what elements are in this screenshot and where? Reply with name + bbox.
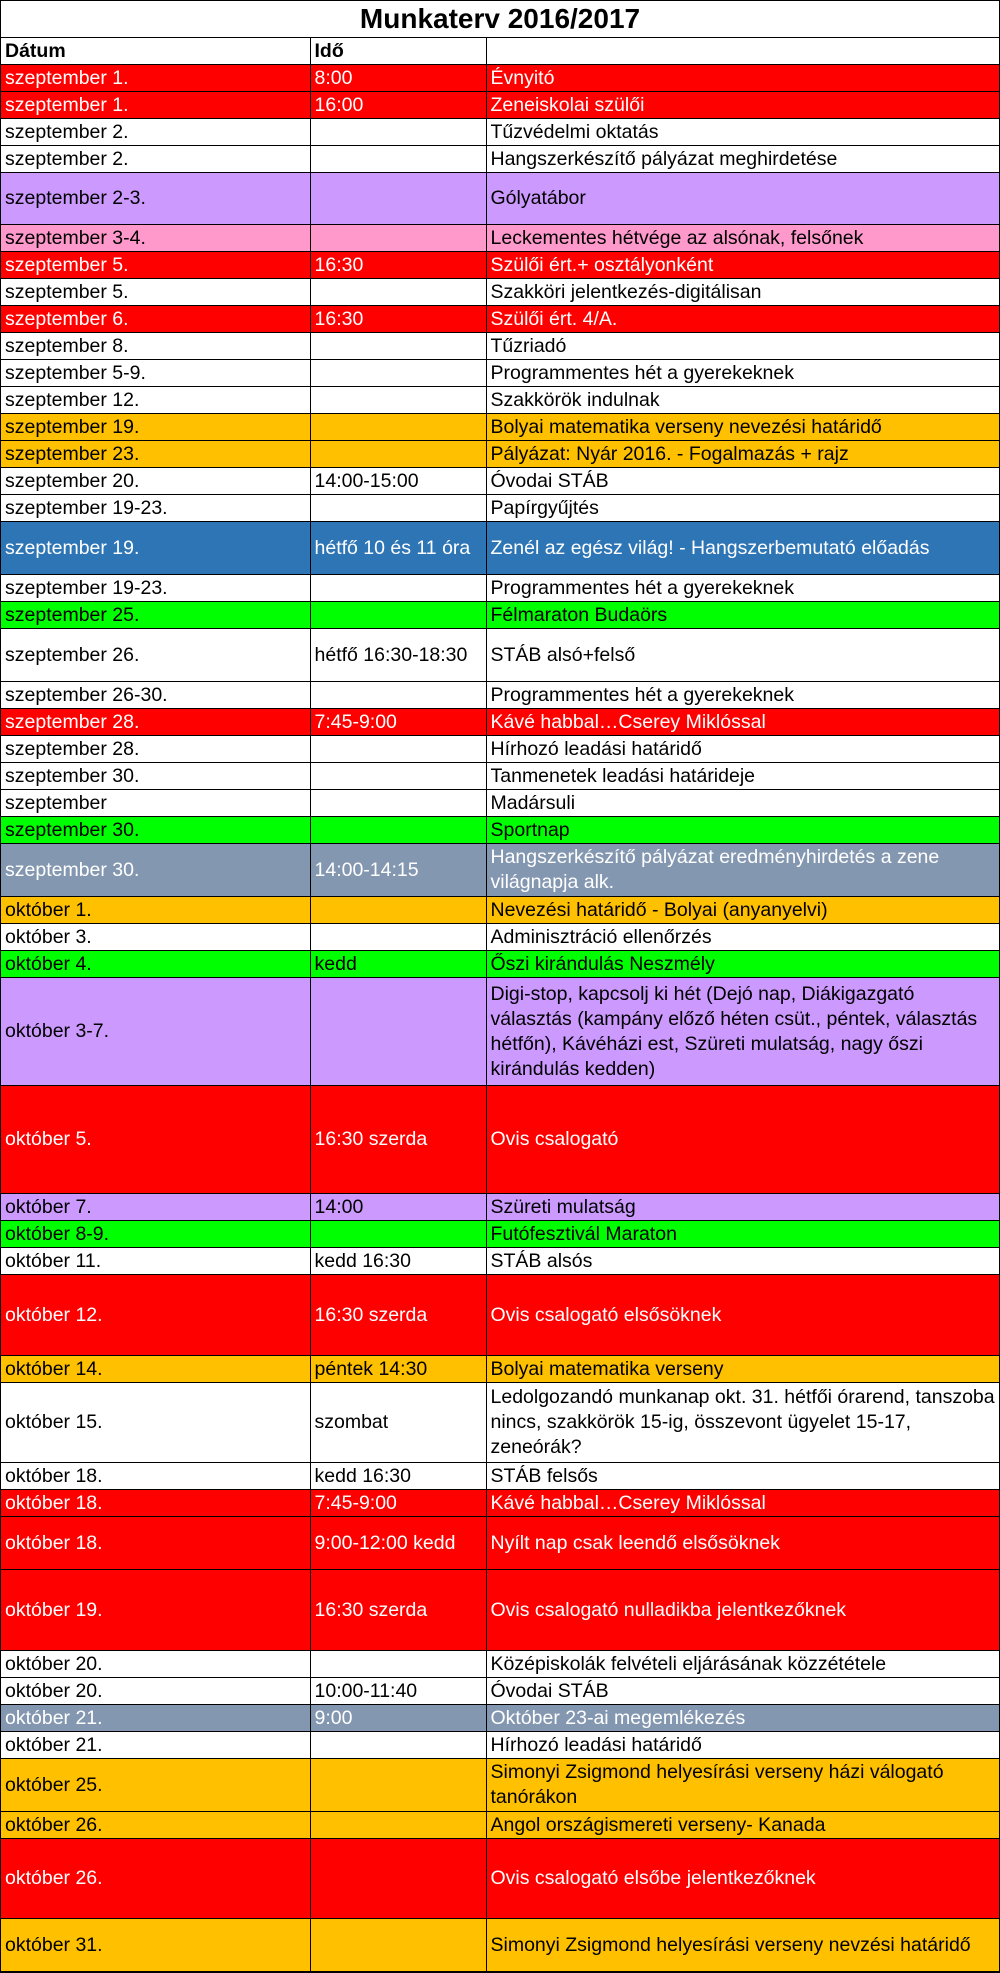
time-cell: szombat — [310, 1383, 486, 1463]
time-cell: hétfő 16:30-18:30 — [310, 629, 486, 682]
time-cell — [310, 441, 486, 468]
event-cell: Zenél az egész világ! - Hangszerbemutató előadás — [486, 522, 999, 575]
date-cell: október 21. — [1, 1705, 310, 1732]
date-cell: szeptember 28. — [1, 709, 310, 736]
time-cell: péntek 14:30 — [310, 1356, 486, 1383]
event-cell: Nyílt nap csak leendő elsősöknek — [486, 1517, 999, 1570]
table-row — [1, 306, 999, 333]
event-cell: Angol országismereti verseny- Kanada — [486, 1812, 999, 1839]
time-cell — [310, 225, 486, 252]
date-cell: október 26. — [1, 1839, 310, 1919]
event-cell: Nevezési határidő - Bolyai (anyanyelvi) — [486, 897, 999, 924]
table-row — [1, 225, 999, 252]
time-cell: 16:30 — [310, 306, 486, 333]
event-cell: Hírhozó leadási határidő — [486, 1732, 999, 1759]
time-cell — [310, 414, 486, 441]
time-cell: hétfő 10 és 11 óra — [310, 522, 486, 575]
time-cell — [310, 173, 486, 225]
event-cell: STÁB alsós — [486, 1248, 999, 1275]
table-row — [1, 92, 999, 119]
header-date: Dátum — [1, 38, 310, 65]
header-time: Idő — [310, 38, 486, 65]
table-row — [1, 146, 999, 173]
time-cell: 16:30 szerda — [310, 1275, 486, 1356]
time-cell — [310, 119, 486, 146]
date-cell: szeptember 30. — [1, 817, 310, 844]
event-cell: Tanmenetek leadási határideje — [486, 763, 999, 790]
table-row — [1, 1651, 999, 1678]
table-row — [1, 790, 999, 817]
time-cell: 7:45-9:00 — [310, 1490, 486, 1517]
date-cell: október 7. — [1, 1194, 310, 1221]
table-row — [1, 441, 999, 468]
event-cell: Futófesztivál Maraton — [486, 1221, 999, 1248]
date-cell: szeptember 8. — [1, 333, 310, 360]
date-cell: szeptember 23. — [1, 441, 310, 468]
date-cell: október 19. — [1, 1570, 310, 1651]
event-cell: Simonyi Zsigmond helyesírási verseny házi válogató tanórákon — [486, 1759, 999, 1812]
table-row — [1, 682, 999, 709]
table-row — [1, 1839, 999, 1919]
time-cell: 8:00 — [310, 65, 486, 92]
date-cell: szeptember 12. — [1, 387, 310, 414]
event-cell: STÁB alsó+felső — [486, 629, 999, 682]
event-cell: Simonyi Zsigmond helyesírási verseny nevzési határidő — [486, 1919, 999, 1972]
event-cell: Évnyitó — [486, 65, 999, 92]
event-cell: Bolyai matematika verseny nevezési határidő — [486, 414, 999, 441]
date-cell: szeptember 19-23. — [1, 575, 310, 602]
event-cell: Digi-stop, kapcsolj ki hét (Dejó nap, Diákigazgató választás (kampány előző héten csüt., péntek, választás hétfőn), Kávéházi est, Szüreti mulatság, nagy őszi kirándulás kedden) — [486, 978, 999, 1086]
page-title: Munkaterv 2016/2017 — [1, 0, 999, 38]
event-cell: Pályázat: Nyár 2016. - Fogalmazás + rajz — [486, 441, 999, 468]
table-row — [1, 522, 999, 575]
table-row — [1, 575, 999, 602]
table-row — [1, 1570, 999, 1651]
event-cell: Őszi kirándulás Neszmély — [486, 951, 999, 978]
date-cell: október 20. — [1, 1651, 310, 1678]
date-cell: szeptember 2. — [1, 146, 310, 173]
table-row — [1, 65, 999, 92]
table-row — [1, 1383, 999, 1463]
table-row — [1, 1356, 999, 1383]
date-cell: szeptember 30. — [1, 844, 310, 897]
event-cell: Ovis csalogató nulladikba jelentkezőknek — [486, 1570, 999, 1651]
date-cell: szeptember 20. — [1, 468, 310, 495]
date-cell: szeptember 26-30. — [1, 682, 310, 709]
event-cell: Ovis csalogató elsősöknek — [486, 1275, 999, 1356]
date-cell: október 31. — [1, 1919, 310, 1972]
time-cell — [310, 146, 486, 173]
time-cell — [310, 763, 486, 790]
table-row — [1, 360, 999, 387]
date-cell: szeptember 19-23. — [1, 495, 310, 522]
event-cell: Október 23-ai megemlékezés — [486, 1705, 999, 1732]
table-row — [1, 978, 999, 1086]
time-cell: 14:00-15:00 — [310, 468, 486, 495]
schedule-rows — [1, 65, 999, 1972]
date-cell: szeptember 6. — [1, 306, 310, 333]
event-cell: Madársuli — [486, 790, 999, 817]
time-cell — [310, 790, 486, 817]
table-row — [1, 1759, 999, 1812]
table-row — [1, 1275, 999, 1356]
table-row — [1, 844, 999, 897]
date-cell: szeptember 25. — [1, 602, 310, 629]
table-row — [1, 1194, 999, 1221]
table-row — [1, 1919, 999, 1972]
table-row — [1, 387, 999, 414]
event-cell: Szakkörök indulnak — [486, 387, 999, 414]
date-cell: október 8-9. — [1, 1221, 310, 1248]
date-cell: október 12. — [1, 1275, 310, 1356]
date-cell: szeptember 26. — [1, 629, 310, 682]
date-cell: október 18. — [1, 1517, 310, 1570]
date-cell: október 18. — [1, 1463, 310, 1490]
time-cell — [310, 575, 486, 602]
date-cell: szeptember 5-9. — [1, 360, 310, 387]
date-cell: október 21. — [1, 1732, 310, 1759]
time-cell — [310, 360, 486, 387]
time-cell: 14:00 — [310, 1194, 486, 1221]
event-cell: Leckementes hétvége az alsónak, felsőnek — [486, 225, 999, 252]
event-cell: Kávé habbal…Cserey Miklóssal — [486, 1490, 999, 1517]
table-row — [1, 1705, 999, 1732]
time-cell: kedd — [310, 951, 486, 978]
time-cell: 16:00 — [310, 92, 486, 119]
event-cell: Hírhozó leadási határidő — [486, 736, 999, 763]
date-cell: október 3. — [1, 924, 310, 951]
table-row — [1, 817, 999, 844]
table-row — [1, 763, 999, 790]
header-row — [1, 38, 999, 65]
table-row — [1, 1812, 999, 1839]
time-cell: 16:30 — [310, 252, 486, 279]
table-row — [1, 333, 999, 360]
table-row — [1, 119, 999, 146]
time-cell: 16:30 szerda — [310, 1570, 486, 1651]
time-cell — [310, 924, 486, 951]
event-cell: Ovis csalogató elsőbe jelentkezőknek — [486, 1839, 999, 1919]
event-cell: Szülői ért. 4/A. — [486, 306, 999, 333]
event-cell: Középiskolák felvételi eljárásának közzététele — [486, 1651, 999, 1678]
table-row — [1, 602, 999, 629]
table-row — [1, 1678, 999, 1705]
time-cell: 10:00-11:40 — [310, 1678, 486, 1705]
date-cell: szeptember 5. — [1, 252, 310, 279]
table-row — [1, 1517, 999, 1570]
event-cell: Adminisztráció ellenőrzés — [486, 924, 999, 951]
date-cell: október 26. — [1, 1812, 310, 1839]
event-cell: Tűzriadó — [486, 333, 999, 360]
time-cell — [310, 682, 486, 709]
date-cell: október 15. — [1, 1383, 310, 1463]
event-cell: Programmentes hét a gyerekeknek — [486, 682, 999, 709]
event-cell: Szülői ért.+ osztályonként — [486, 252, 999, 279]
date-cell: október 20. — [1, 1678, 310, 1705]
event-cell: Papírgyűjtés — [486, 495, 999, 522]
table-row — [1, 1732, 999, 1759]
time-cell — [310, 387, 486, 414]
date-cell: szeptember 1. — [1, 65, 310, 92]
table-row — [1, 279, 999, 306]
header-event — [486, 38, 999, 65]
event-cell: Óvodai STÁB — [486, 1678, 999, 1705]
time-cell: 9:00-12:00 kedd — [310, 1517, 486, 1570]
date-cell: szeptember — [1, 790, 310, 817]
time-cell: kedd 16:30 — [310, 1463, 486, 1490]
table-row — [1, 495, 999, 522]
event-cell: Bolyai matematika verseny — [486, 1356, 999, 1383]
event-cell: Zeneiskolai szülői — [486, 92, 999, 119]
table-row — [1, 1248, 999, 1275]
date-cell: szeptember 28. — [1, 736, 310, 763]
time-cell — [310, 495, 486, 522]
table-row — [1, 414, 999, 441]
time-cell — [310, 279, 486, 306]
time-cell — [310, 602, 486, 629]
time-cell — [310, 736, 486, 763]
date-cell: szeptember 2. — [1, 119, 310, 146]
table-row — [1, 897, 999, 924]
event-cell: Ledolgozandó munkanap okt. 31. hétfői órarend, tanszoba nincs, szakkörök 15-ig, összevont ügyelet 15-17, zeneórák? — [486, 1383, 999, 1463]
date-cell: október 5. — [1, 1086, 310, 1194]
event-cell: Sportnap — [486, 817, 999, 844]
time-cell — [310, 1919, 486, 1972]
date-cell: szeptember 2-3. — [1, 173, 310, 225]
table-row — [1, 629, 999, 682]
time-cell: 7:45-9:00 — [310, 709, 486, 736]
time-cell: 14:00-14:15 — [310, 844, 486, 897]
event-cell: Szüreti mulatság — [486, 1194, 999, 1221]
date-cell: szeptember 19. — [1, 522, 310, 575]
time-cell — [310, 333, 486, 360]
table-row — [1, 252, 999, 279]
table-row — [1, 1086, 999, 1194]
date-cell: szeptember 1. — [1, 92, 310, 119]
time-cell — [310, 1651, 486, 1678]
table-row — [1, 951, 999, 978]
table-row — [1, 1463, 999, 1490]
time-cell — [310, 897, 486, 924]
time-cell — [310, 978, 486, 1086]
time-cell — [310, 1732, 486, 1759]
date-cell: szeptember 5. — [1, 279, 310, 306]
date-cell: szeptember 30. — [1, 763, 310, 790]
event-cell: Kávé habbal…Cserey Miklóssal — [486, 709, 999, 736]
event-cell: Óvodai STÁB — [486, 468, 999, 495]
time-cell — [310, 1839, 486, 1919]
date-cell: október 18. — [1, 1490, 310, 1517]
event-cell: Tűzvédelmi oktatás — [486, 119, 999, 146]
table-row — [1, 924, 999, 951]
table-row — [1, 1490, 999, 1517]
table-row — [1, 736, 999, 763]
event-cell: STÁB felsős — [486, 1463, 999, 1490]
event-cell: Szakköri jelentkezés-digitálisan — [486, 279, 999, 306]
event-cell: Programmentes hét a gyerekeknek — [486, 360, 999, 387]
time-cell — [310, 1221, 486, 1248]
date-cell: október 11. — [1, 1248, 310, 1275]
time-cell — [310, 817, 486, 844]
date-cell: október 25. — [1, 1759, 310, 1812]
event-cell: Gólyatábor — [486, 173, 999, 225]
time-cell — [310, 1812, 486, 1839]
event-cell: Félmaraton Budaörs — [486, 602, 999, 629]
date-cell: szeptember 19. — [1, 414, 310, 441]
date-cell: október 3-7. — [1, 978, 310, 1086]
table-row — [1, 1221, 999, 1248]
table-row — [1, 709, 999, 736]
table-row — [1, 468, 999, 495]
time-cell: 9:00 — [310, 1705, 486, 1732]
event-cell: Ovis csalogató — [486, 1086, 999, 1194]
date-cell: október 4. — [1, 951, 310, 978]
time-cell: 16:30 szerda — [310, 1086, 486, 1194]
table-row — [1, 173, 999, 225]
event-cell: Hangszerkészítő pályázat meghirdetése — [486, 146, 999, 173]
date-cell: október 14. — [1, 1356, 310, 1383]
date-cell: szeptember 3-4. — [1, 225, 310, 252]
time-cell — [310, 1759, 486, 1812]
event-cell: Programmentes hét a gyerekeknek — [486, 575, 999, 602]
schedule-table — [1, 38, 999, 1972]
date-cell: október 1. — [1, 897, 310, 924]
time-cell: kedd 16:30 — [310, 1248, 486, 1275]
event-cell: Hangszerkészítő pályázat eredményhirdetés a zene világnapja alk. — [486, 844, 999, 897]
